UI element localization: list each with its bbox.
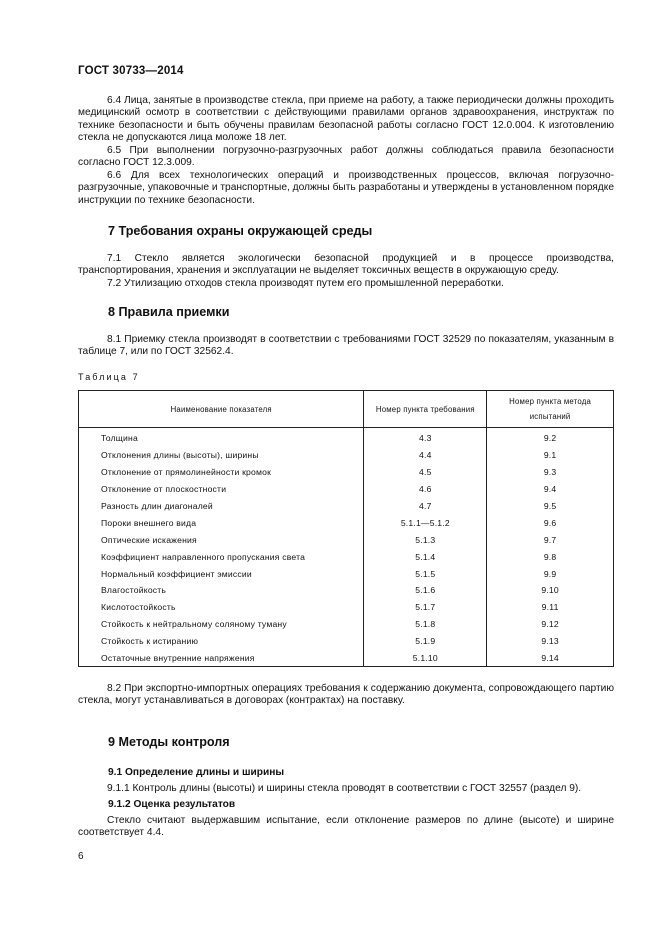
cell-requirement-clause: 5.1.5 xyxy=(364,565,487,582)
cell-method-clause: 9.14 xyxy=(487,650,614,667)
table-row xyxy=(79,650,614,667)
cell-indicator-name: Влагостойкость xyxy=(79,582,364,599)
table-row xyxy=(79,428,614,447)
cell-method-clause: 9.5 xyxy=(487,498,614,515)
paragraph-7-1: 7.1 Стекло является экологически безопасной продукцией и в процессе производства, транспортирования, хранения и эксплуатации не выделяет токсичных веществ в окружающую среду. xyxy=(78,253,614,277)
cell-requirement-clause: 5.1.1—5.1.2 xyxy=(364,514,487,531)
cell-indicator-name: Стойкость к нейтральному соляному туману xyxy=(79,616,364,633)
cell-method-clause: 9.6 xyxy=(487,514,614,531)
subsection-9-1-2-heading: 9.1.2 Оценка результатов xyxy=(108,799,236,810)
cell-requirement-clause: 5.1.4 xyxy=(364,548,487,565)
cell-indicator-name: Пороки внешнего вида xyxy=(79,514,364,531)
cell-method-clause: 9.4 xyxy=(487,481,614,498)
paragraph-7-2: 7.2 Утилизацию отходов стекла производят путем его промышленной переработки. xyxy=(107,278,504,289)
cell-requirement-clause: 4.5 xyxy=(364,464,487,481)
table-row xyxy=(79,498,614,515)
table-row xyxy=(79,599,614,616)
paragraph-8-1: 8.1 Приемку стекла производят в соответствии с требованиями ГОСТ 32529 по показателям, указанным в таблице 7, или по ГОСТ 32562.4. xyxy=(78,334,614,358)
table-row xyxy=(79,514,614,531)
table-row xyxy=(79,531,614,548)
document-header: ГОСТ 30733—2014 xyxy=(78,65,184,77)
cell-method-clause: 9.12 xyxy=(487,616,614,633)
table-caption: Таблица 7 xyxy=(78,372,140,382)
cell-requirement-clause: 4.7 xyxy=(364,498,487,515)
subsection-9-1-heading: 9.1 Определение длины и ширины xyxy=(108,767,285,778)
cell-requirement-clause: 4.4 xyxy=(364,447,487,464)
section-8-heading: 8 Правила приемки xyxy=(108,305,230,319)
column-header-name: Наименование показателя xyxy=(79,391,364,428)
column-header-requirement: Номер пункта требования xyxy=(364,391,487,428)
column-header-method: Номер пункта метода испытаний xyxy=(487,391,614,428)
cell-indicator-name: Остаточные внутренние напряжения xyxy=(79,650,364,667)
cell-requirement-clause: 5.1.6 xyxy=(364,582,487,599)
cell-indicator-name: Коэффициент направленного пропускания света xyxy=(79,548,364,565)
table-header-row xyxy=(79,391,614,428)
cell-requirement-clause: 5.1.3 xyxy=(364,531,487,548)
table-7 xyxy=(78,390,614,667)
paragraph-9-1-1: 9.1.1 Контроль длины (высоты) и ширины стекла проводят в соответствии с ГОСТ 32557 (раздел 9). xyxy=(107,783,582,794)
table-row xyxy=(79,481,614,498)
section-9-heading: 9 Методы контроля xyxy=(108,735,230,749)
cell-requirement-clause: 5.1.7 xyxy=(364,599,487,616)
table-row xyxy=(79,548,614,565)
cell-indicator-name: Нормальный коэффициент эмиссии xyxy=(79,565,364,582)
table-row xyxy=(79,582,614,599)
table-row xyxy=(79,447,614,464)
cell-indicator-name: Кислотостойкость xyxy=(79,599,364,616)
cell-method-clause: 9.3 xyxy=(487,464,614,481)
cell-method-clause: 9.7 xyxy=(487,531,614,548)
section-7-heading: 7 Требования охраны окружающей среды xyxy=(108,224,373,238)
cell-requirement-clause: 5.1.8 xyxy=(364,616,487,633)
cell-indicator-name: Разность длин диагоналей xyxy=(79,498,364,515)
cell-method-clause: 9.10 xyxy=(487,582,614,599)
cell-method-clause: 9.8 xyxy=(487,548,614,565)
table-row xyxy=(79,633,614,650)
paragraph-6-4: 6.4 Лица, занятые в производстве стекла, при приеме на работу, а также периодически должны проходить медицинский осмотр в соответствии с действующими правилами органов здравоохранения, инструктаж по технике безопасности и быть обучены правилам безопасной работы согласно ГОСТ 12.0.004. К изготовлению стекла не допускаются лица моложе 18 лет. xyxy=(78,95,614,143)
cell-indicator-name: Отклонение от плоскостности xyxy=(79,481,364,498)
cell-requirement-clause: 5.1.9 xyxy=(364,633,487,650)
cell-indicator-name: Толщина xyxy=(79,428,364,447)
table-row xyxy=(79,616,614,633)
table-row xyxy=(79,565,614,582)
cell-method-clause: 9.2 xyxy=(487,428,614,447)
cell-requirement-clause: 4.6 xyxy=(364,481,487,498)
cell-indicator-name: Отклонения длины (высоты), ширины xyxy=(79,447,364,464)
paragraph-9-1-2: Стекло считают выдержавшим испытание, если отклонение размеров по длине (высоте) и ширине соответствует 4.4. xyxy=(78,815,614,839)
cell-method-clause: 9.11 xyxy=(487,599,614,616)
cell-requirement-clause: 4.3 xyxy=(364,428,487,447)
cell-indicator-name: Стойкость к истиранию xyxy=(79,633,364,650)
table-row xyxy=(79,464,614,481)
paragraph-8-2: 8.2 При экспортно-импортных операциях требования к содержанию документа, сопровождающего партию стекла, могут устанавливаться в договорах (контрактах) на поставку. xyxy=(78,683,614,707)
paragraph-6-6: 6.6 Для всех технологических операций и производственных процессов, включая погрузочно-разгрузочные, упаковочные и транспортные, должны быть разработаны и утверждены в установленном порядке инструкции по технике безопасности. xyxy=(78,170,614,206)
cell-method-clause: 9.1 xyxy=(487,447,614,464)
cell-requirement-clause: 5.1.10 xyxy=(364,650,487,667)
paragraph-6-5: 6.5 При выполнении погрузочно-разгрузочных работ должны соблюдаться правила безопасности согласно ГОСТ 12.3.009. xyxy=(78,145,614,169)
cell-indicator-name: Отклонение от прямолинейности кромок xyxy=(79,464,364,481)
page-number: 6 xyxy=(78,851,84,862)
cell-method-clause: 9.13 xyxy=(487,633,614,650)
cell-method-clause: 9.9 xyxy=(487,565,614,582)
cell-indicator-name: Оптические искажения xyxy=(79,531,364,548)
